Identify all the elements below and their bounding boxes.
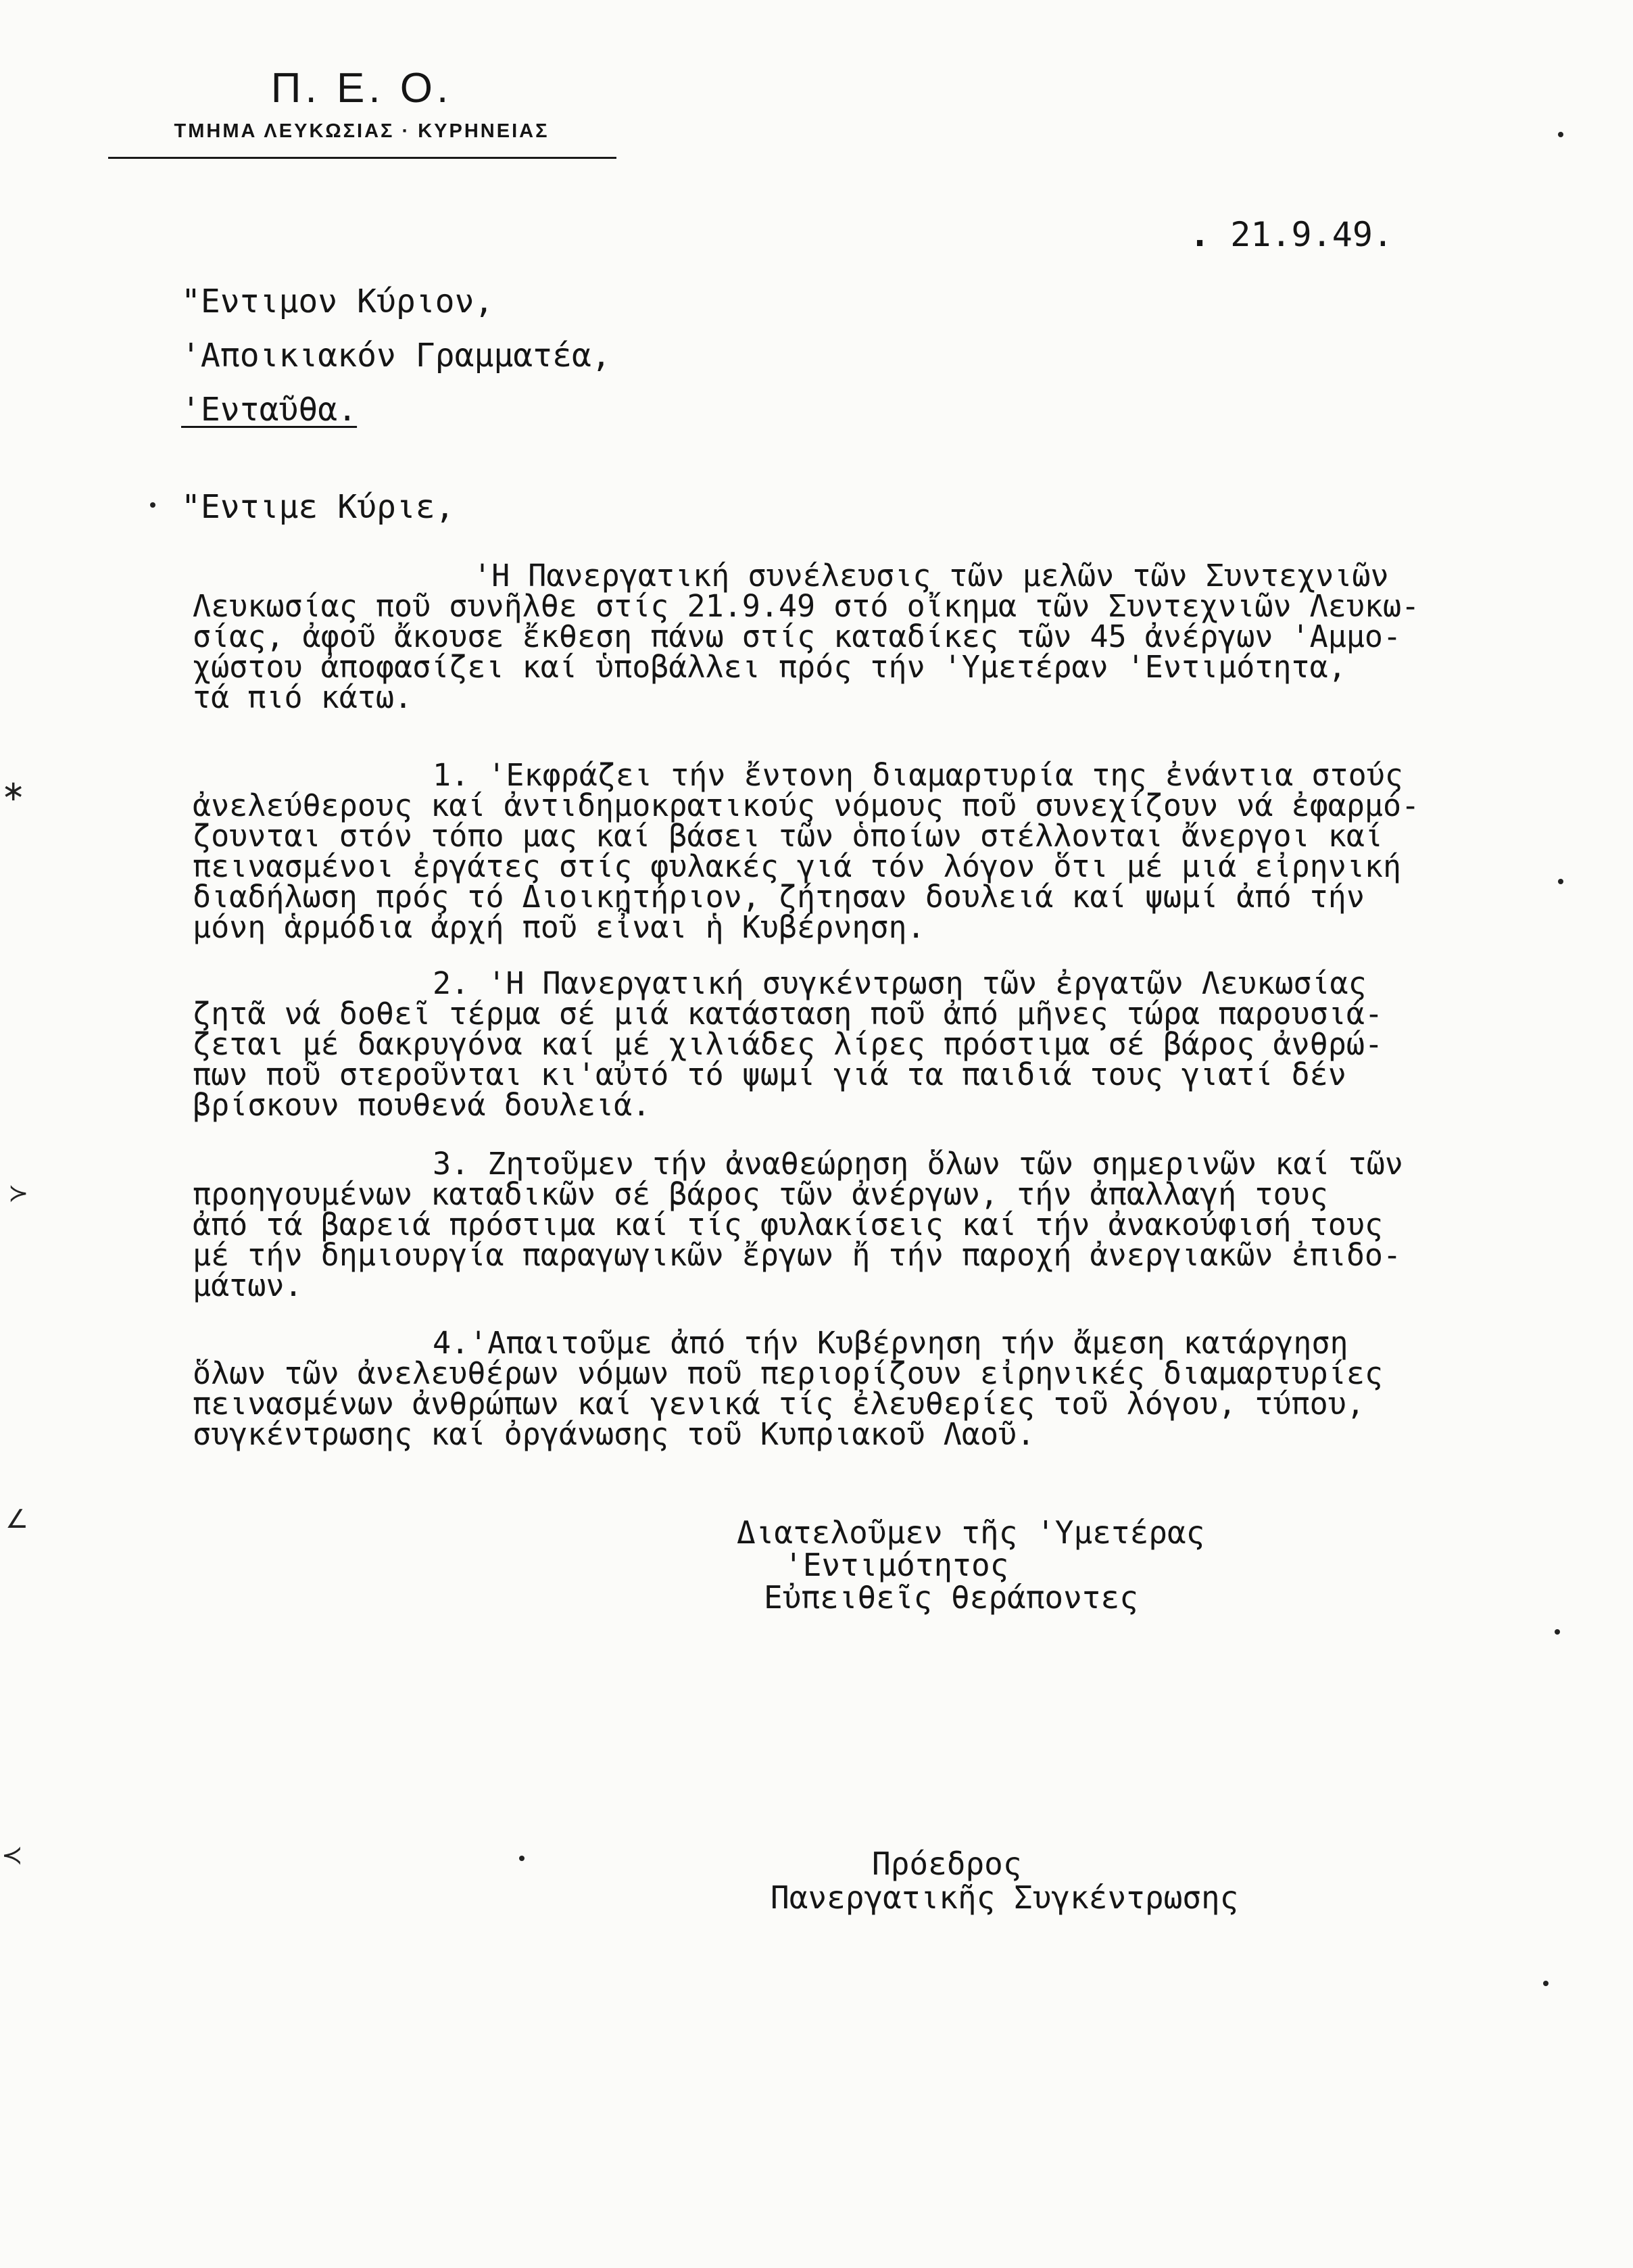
point-2-line: βρίσκουν πουθενά δουλειά. [193, 1087, 651, 1123]
letter-date-text: 21.9.49. [1230, 215, 1394, 254]
point-4-line: συγκέντρωσης καί ὀργάνωσης τοῦ Κυπριακοῦ Λαοῦ. [193, 1416, 1035, 1452]
point-3-line: ἀπό τά βαρειά πρόστιμα καί τίς φυλακίσεις καί τήν ἀνακούφισή τους [193, 1207, 1383, 1242]
scan-dot-icon [1558, 132, 1563, 137]
intro-line: τά πιό κάτω. [193, 679, 413, 715]
point-1-line: ἀνελεύθερους καί ἀντιδημοκρατικούς νόμους ποῦ συνεχίζουν νά ἐφαρμό- [193, 788, 1420, 823]
letterhead-rule [108, 157, 616, 159]
scan-dot-icon [150, 502, 155, 508]
point-3-line: μέ τήν δημιουργία παραγωγικῶν ἔργων ἤ τήν παροχή ἀνεργιακῶν ἐπιδο- [193, 1237, 1402, 1273]
point-1-line: ζουνται στόν τόπο μας καί βάσει τῶν ὁποίων στέλλονται ἄνεργοι καί [193, 818, 1383, 854]
scan-dot-icon [1543, 1981, 1549, 1986]
scan-dot-icon [519, 1856, 525, 1861]
intro-line: 'Η Πανεργατική συνέλευσις τῶν μελῶν τῶν Συντεχνιῶν [473, 558, 1389, 594]
margin-mark-icon: ∗ [1, 774, 26, 807]
letterhead-organization: Π. Ε. Ο. [270, 65, 453, 112]
point-4-line: ὅλων τῶν ἀνελευθέρων νόμων ποῦ περιορίζουν εἰρηνικές διαμαρτυρίες [193, 1355, 1383, 1391]
address-line-1: "Εντιμον Κύριον, [181, 283, 494, 320]
point-1-line: διαδήλωση πρός τό Διοικητήριον, ζήτησαν δουλειά καί ψωμί ἀπό τήν [193, 879, 1365, 915]
salutation: "Εντιμε Κύριε, [181, 488, 455, 526]
margin-mark-icon: ≺ [1, 1840, 23, 1870]
address-line-2: 'Αποικιακόν Γραμματέα, [181, 337, 611, 375]
intro-line: χώστου ἀποφασίζει καί ὑποβάλλει πρός τήν 'Υμετέραν 'Εντιμότητα, [193, 649, 1346, 685]
letterhead-department: ΤΜΗΜΑ ΛΕΥΚΩΣΙΑΣ · ΚΥΡΗΝΕΙΑΣ [174, 120, 550, 142]
margin-mark-icon: ≻ [8, 1180, 29, 1207]
intro-line: Λευκωσίας ποῦ συνῆλθε στίς 21.9.49 στό οἴκημα τῶν Συντεχνιῶν Λευκω- [193, 588, 1420, 624]
point-3-line: 3. Ζητοῦμεν τήν ἀναθεώρηση ὅλων τῶν σημερινῶν καί τῶν [433, 1146, 1403, 1182]
point-3-line: μάτων. [193, 1268, 303, 1303]
letter-date: . 21.9.49. [1190, 215, 1394, 254]
point-2-line: πων ποῦ στεροῦνται κι'αὐτό τό ψωμί γιά τα παιδιά τους γιατί δέν [193, 1057, 1346, 1092]
point-4-line: 4.'Απαιτοῦμε ἀπό τήν Κυβέρνηση τήν ἄμεση κατάργηση [433, 1325, 1348, 1361]
margin-mark-icon: ∠ [5, 1504, 29, 1534]
closing-line: 'Εντιμότητος [784, 1547, 1009, 1583]
closing-line: Διατελοῦμεν τῆς 'Υμετέρας [737, 1514, 1205, 1551]
point-3-line: προηγουμένων καταδικῶν σέ βάρος τῶν ἀνέργων, τήν ἀπαλλαγή τους [193, 1176, 1328, 1212]
scan-dot-icon [1558, 879, 1563, 884]
scan-dot-icon [1555, 1629, 1560, 1635]
point-1-line: μόνη ἁρμόδια ἀρχή ποῦ εἶναι ἡ Κυβέρνηση. [193, 909, 925, 945]
signature-title: Πρόεδρος [872, 1845, 1022, 1882]
point-2-line: 2. 'Η Πανεργατική συγκέντρωση τῶν ἐργατῶν Λευκωσίας [433, 965, 1367, 1001]
point-2-line: ζεται μέ δακρυγόνα καί μέ χιλιάδες λίρες πρόστιμα σέ βάρος ἀνθρώ- [193, 1026, 1383, 1062]
closing-line: Εὐπειθεῖς θεράποντες [764, 1579, 1138, 1616]
point-2-line: ζητᾶ νά δοθεῖ τέρμα σέ μιά κατάσταση ποῦ ἀπό μῆνες τώρα παρουσιά- [193, 996, 1383, 1032]
point-1-line: 1. 'Εκφράζει τήν ἔντονη διαμαρτυρία της ἐνάντια στούς [433, 757, 1403, 793]
address-line-3: 'Ενταῦθα. [181, 391, 358, 429]
point-4-line: πεινασμένων ἀνθρώπων καί γενικά τίς ἐλευθερίες τοῦ λόγου, τύπου, [193, 1386, 1365, 1422]
point-1-line: πεινασμένοι ἐργάτες στίς φυλακές γιά τόν λόγον ὅτι μέ μιά εἰρηνική [193, 848, 1402, 884]
intro-line: σίας, ἀφοῦ ἄκουσε ἔκθεση πάνω στίς καταδίκες τῶν 45 ἀνέργων 'Αμμο- [193, 619, 1402, 654]
signature-body: Πανεργατικῆς Συγκέντρωσης [771, 1879, 1239, 1916]
